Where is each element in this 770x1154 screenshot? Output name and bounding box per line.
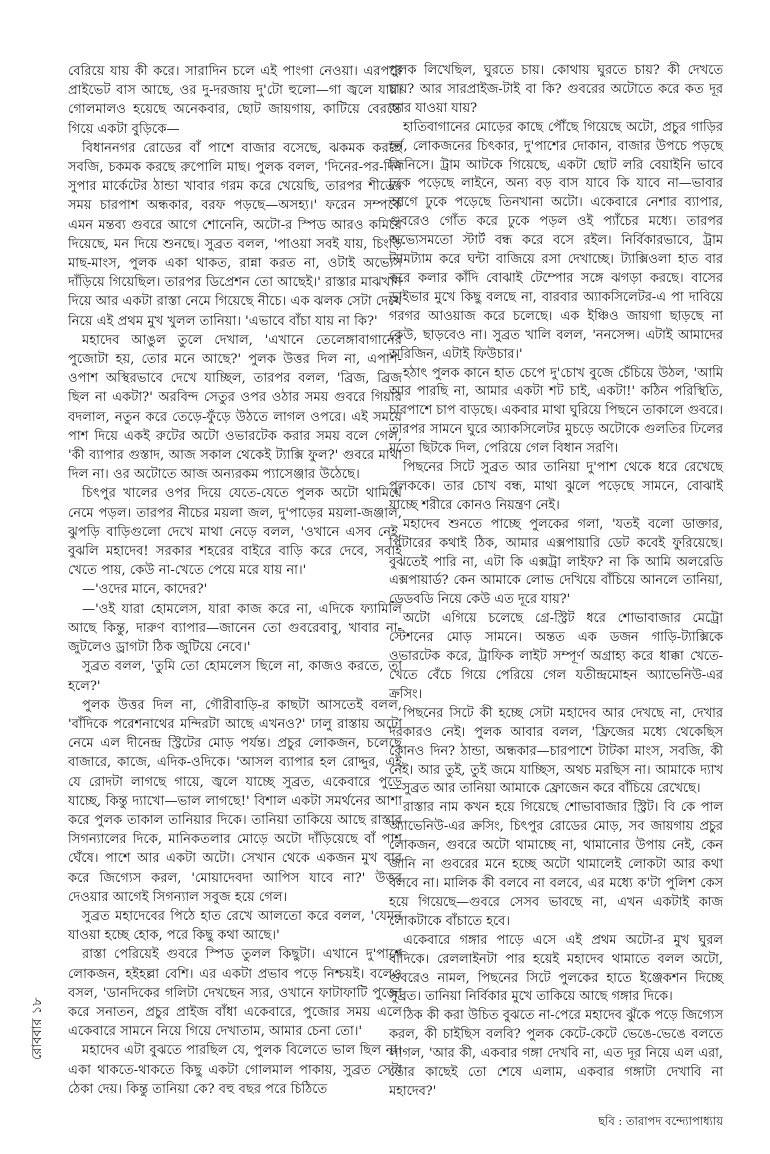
- paragraph: মহাদেব শুনতে পাচ্ছে পুলকের গলা, 'যতই বলো ডাক্তার, পিটারের কথাই ঠিক, আমার এক্সপায়ারি ডেট কবেই ফুরিয়েছে। বুঝতেই পারি না, এটা কি এক্সট্রা লাইফ? না কি আমি অলরেডি এক্সপায়ার্ড? কেন আমাকে লোভ দেখিয়ে বাঁচিয়ে আনলে তানিয়া, ডেডবডি নিয়ে কেউ এত দূরে যায়?': [389, 516, 723, 608]
- paragraph: পিছনের সিটে সুব্রত আর তানিয়া দু'পাশ থেকে ধরে রেখেছে পুলককে। তার চোখ বন্ধ, মাথা ঝুলে পড়েছে সামনে, বোঝাই যাচ্ছে শরীরে কোনও নিয়ন্ত্রণ নেই।: [389, 460, 723, 513]
- paragraph: —'ওদের মানে, কাদের?': [82, 582, 208, 598]
- paragraph: সুব্রত মহাদেবের পিঠে হাত রেখে আলতো করে বলল, 'যেমন যাওয়া হচ্ছে হোক, পরে কিছু কথা আছে।': [68, 908, 402, 944]
- paragraph: —'ওই যারা হোমলেস, যারা কাজ করে না, এদিকে ফ্যামিলি আছে কিন্তু, দারুণ ব্যাপার—জানেন তো গুবরেবাবু, খাবার না-জুটলেও ড্রাগটা ঠিক জুটিয়ে নেবে।': [68, 601, 402, 656]
- paragraph: রাস্তা পেরিয়েই গুবরে স্পিড তুলল কিছুটা। এখানে দু'পাশে লোকজন, হইহল্লা বেশি। এর একটা প্রভাব পড়ে নিশ্চয়ই। বলেও বসল, 'ডানদিকের গলিটা দেখছেন স্যর, ওখানে ফাটাফাটি পুজো করে সনাতন, প্রচুর প্রাইজ বাঁধা একেবারে, পুজোর সময় এলে একেবারে সামনে নিয়ে গিয়ে দেখাতাম, আমার চেনা তো।': [68, 947, 402, 1040]
- paragraph: বেরিয়ে যায় কী করে। সারাদিন চলে এই পাংগা নেওয়া। এরপরে প্রাইভেট বাস আছে, ওর দু-দরজায় দু'টো হুলো—গা জ্বলে যায়। গোলমালও হয়েছে অনেকবার, ছোট জায়গায়, কাটিয়ে বেরতে গিয়ে একটা বুড়িকে—: [68, 64, 402, 137]
- paragraph: বিধাননগর রোডের বাঁ পাশে বাজার বসেছে, ঝকমক করছে সবজি, চকমক করছে রুপোলি মাছ। পুলক বলল, 'দিনের-পর-দিন সুপার মার্কেটের ঠান্ডা খাবার গরম করে খেয়েছি, তারপর শীতের সময় চারপাশ অন্ধকার, বরফ পড়ছে—অসহ্য।' ফরেন সম্পর্কে এমন মন্তব্য গুবরে আগে শোনেনি, অটো-র স্পিড আরও কমিয়ে দিয়েছে, মন দিয়ে শুনছে। সুব্রত বলল, 'পাওয়া সবই যায়, চিংড়ি মাছ-মাংস, পুলক একা থাকত, রান্না করত না, ওটাই অভ্যেস দাঁড়িয়ে গিয়েছিল। তারপর ডিপ্রেশন তো আছেই।' রাস্তার মাঝখান দিয়ে আর একটা রাস্তা নেমে গিয়েছে নীচে। এক ঝলক সেটা দেখে নিয়ে এই প্রথম মুখ খুলল তানিয়া। 'এভাবে বাঁচা যায় না কি?': [68, 140, 402, 329]
- paragraph: অটো এগিয়ে চলেছে গ্রে-স্ট্রিট ধরে শোভাবাজার মেট্রো স্টেশনের মোড় সামনে। অন্তত এক ডজন গাড়ি-ট্যাক্সিকে ওভারটেক করে, ট্রাফিক লাইট সম্পূর্ণ অগ্রাহ্য করে ধাক্কা খেতে-খেতে বেঁচে গিয়ে পেরিয়ে গেল যতীন্দ্রমোহন অ্যাভেনিউ-এর ক্রসিং।: [389, 611, 723, 702]
- paragraph: পুলক উত্তর দিল না, গৌরীবাড়ি-র কাছটা আসতেই বলল, 'বাঁদিকে পরেশনাথের মন্দিরটা আছে এখনও?' ঢালু রাস্তায় অটো নেমে এল দীনেন্দ্র স্ট্রিটের মোড় পর্যন্ত। প্রচুর লোকজন, চলেছে বাজারে, কাজে, এদিক-ওদিকে। 'আসল ব্যাপার হল রোদ্দুর, এই যে রোদটা লাগছে গায়ে, জ্বলে যাচ্ছে সুব্রত, একেবারে পুড়ে যাচ্ছে, কিন্তু দ্যাখো—ভাল লাগছে!' বিশাল একটা সমর্থনের আশা করে পুলক তাকাল তানিয়ার দিকে। তানিয়া তাকিয়ে আছে রাস্তার সিগন্যালের দিকে, মানিকতলার মোড়ে অটো দাঁড়িয়েছে বাঁ পাশ ঘেঁষে। পাশে আর একটা অটো। সেখান থেকে একজন মুখ বার করে জিগ্যেস করল, 'মোয়াদেবদা আপিস যাবে না?' উত্তর দেওয়ার আগেই সিগন্যাল সবুজ হয়ে গেল।: [68, 697, 402, 905]
- left-column: [68, 62, 402, 1099]
- paragraph: মহাদেব এটা বুঝতে পারছিল যে, পুলক বিলেতে ভাল ছিল না। একা থাকতে-থাকতে কিছু একটা গোলমাল পাকায়, সুব্রত সেটা ঠেকা দেয়। কিন্তু তানিয়া কে? বহু বছর পরে চিঠিতে: [68, 1043, 402, 1097]
- illustration-credit: ছবি : তারাপদ বন্দ্যোপাধ্যায়: [598, 1113, 723, 1128]
- paragraph: চিৎপুর খালের ওপর দিয়ে যেতে-যেতে পুলক অটো থামিয়ে নেমে পড়ল। তারপর নীচের ময়লা জল, দু'পাড়ের ময়লা-জঞ্জাল, ঝুপড়ি বাড়িগুলো দেখে মাথা নেড়ে বলল, 'ওখানে এসব নেই, বুঝলি মহাদেব! সরকার শহরের বাইরে বাড়ি করে দেবে, সবাই খেতে পায়, কেউ না-খেতে পেয়ে মরে যায় না।': [68, 486, 402, 579]
- paragraph: হঠাৎ পুলক কানে হাত চেপে দু'চোখ বুজে চেঁচিয়ে উঠল, 'আমি আর পারছি না, আমার একটা শট চাই, একটা!' কঠিন পরিস্থিতি, চারপাশে চাপ বাড়ছে। একবার মাথা ঘুরিয়ে পিছনে তাকালে গুবরে। তারপর সামনে ঘুরে অ্যাকসিলেটর মুচড়ে অটোকে গুলতির ঢিলের মতো ছিটকে দিল, পেরিয়ে গেল বিধান সরণি।: [389, 365, 723, 457]
- paragraph: সুব্রত বলল, 'তুমি তো হোমলেস ছিলে না, কাজও করতে, তা হলে?': [68, 659, 402, 694]
- right-column: [389, 62, 723, 1131]
- paragraph: রাস্তার নাম কখন হয়ে গিয়েছে শোভাবাজার স্ট্রিট। বি কে পাল অ্যাভেনিউ-এর ক্রসিং, চিৎপুর রোডের মোড়, সব জায়গায় প্রচুর লোকজন, গুবরে অটো থামাচ্ছে না, থামানোর উপায় নেই, কেন জানি না গুবরের মনে হচ্ছে অটো থামালেই লোকটা আর কথা বলবে না। মালিক কী বলবে না বলবে, এর মধ্যে ক'টা পুলিশ কেস হয়ে গিয়েছে—গুবরে সেসব ভাবছে না, এখন একটাই কাজ লোকটাকে বাঁচাতে হবে।: [389, 800, 723, 929]
- paragraph: পুলক লিখেছিল, ঘুরতে চায়। কোথায় ঘুরতে চায়? কী দেখতে চায়? আর সারপ্রাইজ-টাই বা কি? গুবরের অটোতে করে কত দূর আর যাওয়া যায়?: [389, 63, 723, 116]
- paragraph: পিছনের সিটে কী হচ্ছে সেটা মহাদেব আর দেখছে না, দেখার দরকারও নেই। পুলক আবার বলল, 'ফ্রিজের মধ্যে থেকেছিস কোনও দিন? ঠান্ডা, অন্ধকার—চারপাশে টাটকা মাংস, সবজি, কী নেই। আর তুই, তুই জমে যাচ্ছিস, অথচ মরছিস না। আমাকে দ্যাখ—সুব্রত আর তানিয়া আমাকে ফ্রোজেন করে বাঁচিয়ে রেখেছে।: [389, 705, 723, 797]
- paragraph: ঠিক কী করা উচিত বুঝতে না-পেরে মহাদেব ঝুঁকে পড়ে জিগ্যেস করল, কী চাইছিস বলবি? পুলক কেটে-কেটে ভেঙে-ভেঙে বলতে লাগল, 'আর কী, একবার গঙ্গা দেখবি না, এত দূর নিয়ে এল এরা, তোর কাছেই তো শেষে এলাম, একবার গঙ্গাটা দেখাবি না মহাদেব?': [389, 1008, 723, 1099]
- paragraph: একেবারে গঙ্গার পাড়ে এসে এই প্রথম অটো-র মুখ ঘুরল বাঁদিকে। রেললাইনটা পার হয়েই মহাদেব থামাতে বলল অটো, গুবরেও নামল, পিছনের সিটে পুলকের হাতে ইঞ্জেকশন দিচ্ছে সুব্রত। তানিয়া নির্বিকার মুখে তাকিয়ে আছে গঙ্গার দিকে।: [389, 932, 723, 1005]
- page-label: রোববার ১৮: [30, 997, 45, 1060]
- paragraph: মহাদেব আঙুল তুলে দেখাল, 'এখানে তেলেঙ্গাবাগানের পুজোটা হয়, তোর মনে আছে?' পুলক উত্তর দিল না, এপাশ-ওপাশ অস্থিরভাবে দেখে যাচ্ছিল, তারপর বলল, 'ব্রিজ, ব্রিজ ছিল না একটা?' অরবিন্দ সেতুর ওপর ওঠার সময় গুবরে গিয়ার বদলাল, নতুন করে তেড়ে-ফুঁড়ে উঠতে লাগল ওপরে। এই সময়ে পাশ দিয়ে একই রুটের অটো ওভারটেক করার সময় বলে গেল, 'কী ব্যাপার গুস্তাদ, আজ সকাল থেকেই ট্যাক্সি ফুল?' গুবরে মাথা দিল না। ওর অটোতে আজ অন্যরকম প্যাসেঞ্জার উঠেছে।: [68, 332, 402, 483]
- paragraph: হাতিবাগানের মোড়ের কাছে পৌঁছে গিয়েছে অটো, প্রচুর গাড়ির হর্ন, লোকজনের চিৎকার, দু'পাশের দোকান, বাজার উপচে পড়ছে জিনিসে। ট্রাম আটকে গিয়েছে, একটা ছোট লরি বেয়াইনি ভাবে ঢুকে পড়েছে লাইনে, অন্য বড় বাস যাবে কি যাবে না—ভাবার আগে ঢুকে পড়েছে তিনখানা অটো। একেবারে নেশার ব্যাপার, গুবরেও গোঁত করে ঢুকে পড়ল ওই প্যাঁচের মধ্যে। তারপর অভ্যেসমতো স্টার্ট বন্ধ করে বসে রইল। নির্বিকারভাবে, ট্রাম ট্যামট্যাম করে ঘন্টা বাজিয়ে রসা দেখাচ্ছে। ট্যাক্সিওলা হাত বার করে কলার কাঁদি বোঝাই টেম্পোর সঙ্গে ঝগড়া করছে। বাসের ড্রাইভার মুখে কিছু বলছে না, বারবার অ্যাকসিলেটর-এ পা দাবিয়ে গরগর আওয়াজ করে চলেছে। এক ইঞ্চিও জায়গা ছাড়ছে না কেউ, ছাড়বেও না। সুব্রত খালি বলল, 'ননসেন্স। এটাই আমাদের অরিজিন, এটাই ফিউচার।': [389, 119, 723, 362]
